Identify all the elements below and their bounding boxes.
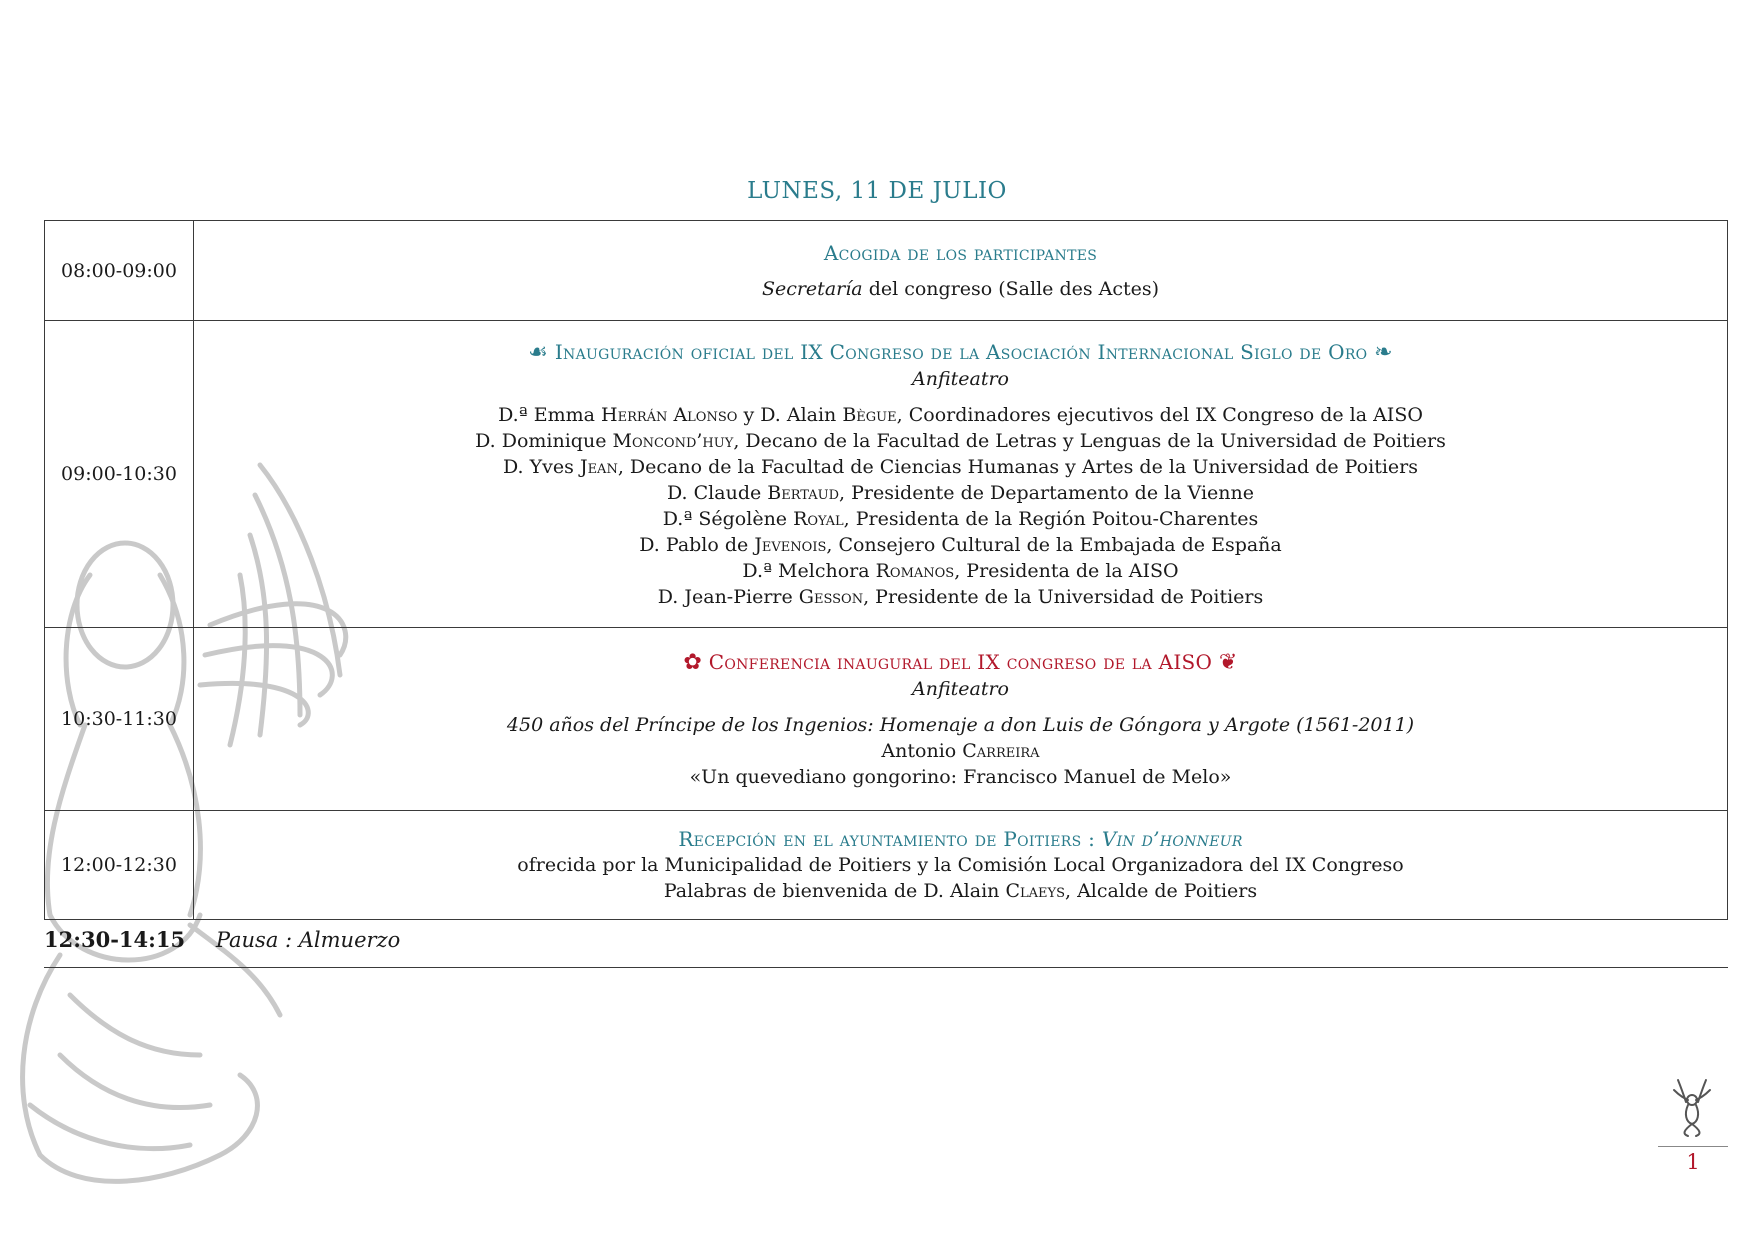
- pause-time: 12:30-14:15: [44, 927, 186, 952]
- session-heading: Conferencia inaugural del IX congreso de la AISO: [708, 649, 1213, 674]
- session-heading-em: Vin d’honneur: [1101, 827, 1243, 851]
- list-item: D.ª Melchora Romanos, Presidenta de la AISO: [742, 559, 1179, 582]
- place-em: Secretaría: [761, 277, 863, 300]
- pause-label: Pausa : Almuerzo: [215, 928, 401, 952]
- content-cell: [194, 221, 1728, 321]
- list-item: D.ª Ségolène Royal, Presidenta de la Región Poitou-Charentes: [662, 507, 1259, 530]
- list-item: D. Dominique Moncond’huy, Decano de la Facultad de Letras y Lenguas de la Universidad de Poitiers: [475, 429, 1446, 452]
- content-cell: [194, 811, 1728, 920]
- lecture-title: 450 años del Príncipe de los Ingenios: Homenaje a don Luis de Góngora y Argote (1561-2011): [506, 713, 1415, 736]
- list-item: D.ª Emma Herrán Alonso y D. Alain Bègue, Coordinadores ejecutivos del IX Congreso de la AISO: [498, 403, 1423, 426]
- speaker-list: [195, 402, 1726, 610]
- talk-title: «Un quevediano gongorino: Francisco Manuel de Melo»: [689, 765, 1232, 788]
- list-item: D. Yves Jean, Decano de la Facultad de Ciencias Humanas y Artes de la Universidad de Poitiers: [503, 455, 1418, 478]
- reception-line: ofrecida por la Municipalidad de Poitiers y la Comisión Local Organizadora del IX Congreso: [517, 854, 1404, 876]
- siren-emblem-icon: [1668, 1072, 1716, 1138]
- ornament-right-icon: ❦: [1218, 649, 1238, 675]
- fleuron-left-icon: ☙: [528, 339, 549, 365]
- table-row: [45, 811, 1728, 920]
- session-heading: Acogida de los participantes: [823, 240, 1098, 265]
- table-row: [45, 221, 1728, 321]
- list-item: D. Claude Bertaud, Presidente de Departamento de la Vienne: [667, 481, 1254, 504]
- time-cell: 09:00-10:30: [45, 321, 194, 628]
- venue: Anfiteatro: [912, 677, 1009, 700]
- fleuron-right-icon: ❧: [1374, 339, 1393, 365]
- divider: [44, 967, 1728, 968]
- content-cell: [194, 321, 1728, 628]
- venue: Anfiteatro: [912, 367, 1009, 390]
- table-row: [45, 321, 1728, 628]
- lecturer: Antonio Carreira: [881, 739, 1040, 762]
- footer-divider: [1658, 1146, 1728, 1147]
- schedule-table: [44, 220, 1728, 920]
- day-title: LUNES, 11 DE JULIO: [747, 178, 1007, 204]
- time-cell: 08:00-09:00: [45, 221, 194, 321]
- session-heading: Recepción en el ayuntamiento de Poitiers :: [678, 827, 1096, 851]
- time-cell: 12:00-12:30: [45, 811, 194, 920]
- page-number: 1: [1686, 1150, 1700, 1174]
- list-item: D. Pablo de Jevenois, Consejero Cultural de la Embajada de España: [639, 533, 1282, 556]
- session-heading: Inauguración oficial del IX Congreso de la Asociación Internacional Siglo de Oro: [554, 339, 1368, 364]
- table-row: [45, 628, 1728, 811]
- welcome-line: Palabras de bienvenida de D. Alain Claeys, Alcalde de Poitiers: [663, 880, 1258, 902]
- place-rest: del congreso (Salle des Actes): [868, 277, 1160, 300]
- lunch-break: [44, 927, 400, 952]
- content-cell: [194, 628, 1728, 811]
- time-cell: 10:30-11:30: [45, 628, 194, 811]
- ornament-left-icon: ✿: [683, 649, 703, 675]
- list-item: D. Jean-Pierre Gesson, Presidente de la Universidad de Poitiers: [657, 585, 1264, 608]
